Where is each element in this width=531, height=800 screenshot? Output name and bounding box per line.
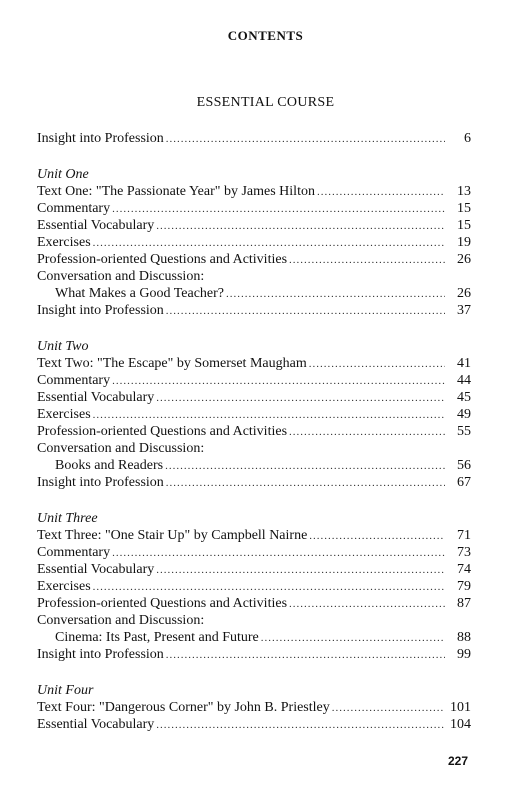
toc-entry-page: 19 bbox=[457, 235, 471, 250]
toc-entry-page: 55 bbox=[457, 424, 471, 439]
toc-entry-label: Profession-oriented Questions and Activities bbox=[37, 252, 288, 267]
toc-entry bbox=[37, 629, 471, 646]
toc-entry-page: 37 bbox=[457, 303, 471, 318]
unit-heading: Unit Three bbox=[37, 511, 98, 526]
toc-entry-label: Essential Vocabulary bbox=[37, 717, 155, 732]
dot-leader bbox=[166, 475, 445, 492]
toc-entry-label: Insight into Profession bbox=[37, 303, 164, 318]
toc-entry bbox=[37, 440, 471, 457]
toc-entry-page: 26 bbox=[457, 252, 471, 267]
toc-entry-page: 45 bbox=[457, 390, 471, 405]
toc-entry-label: Text Two: "The Escape" by Somerset Maugham bbox=[37, 356, 307, 371]
toc-entry bbox=[37, 595, 471, 612]
dot-leader bbox=[93, 235, 445, 252]
toc-entry-label: Profession-oriented Questions and Activities bbox=[37, 596, 288, 611]
toc-entry-page: 41 bbox=[457, 356, 471, 371]
toc-entry-label: Text Three: "One Stair Up" by Campbell Nairne bbox=[37, 528, 308, 543]
toc-entry bbox=[37, 578, 471, 595]
toc-entry-page: 6 bbox=[464, 131, 471, 146]
toc-entry-label: Commentary bbox=[37, 545, 111, 560]
toc-entry-label: Books and Readers bbox=[55, 458, 164, 473]
toc-entry-label: Exercises bbox=[37, 407, 91, 422]
toc-entry bbox=[37, 302, 471, 319]
dot-leader bbox=[93, 579, 445, 596]
dot-leader bbox=[226, 286, 445, 303]
toc-entry bbox=[37, 406, 471, 423]
dot-leader bbox=[166, 131, 445, 148]
dot-leader bbox=[112, 545, 445, 562]
dot-leader bbox=[93, 407, 445, 424]
toc-entry-label: What Makes a Good Teacher? bbox=[55, 286, 225, 301]
toc-entry-label: Exercises bbox=[37, 235, 91, 250]
toc-entry-page: 73 bbox=[457, 545, 471, 560]
contents-title: CONTENTS bbox=[227, 28, 304, 43]
page-number: 227 bbox=[448, 754, 469, 768]
dot-leader bbox=[166, 647, 445, 664]
toc-entry-label: Text Four: "Dangerous Corner" by John B. Priestley bbox=[37, 700, 330, 715]
toc-entry-page: 88 bbox=[457, 630, 471, 645]
dot-leader bbox=[309, 356, 445, 373]
toc-entry-page: 104 bbox=[450, 717, 471, 732]
dot-leader bbox=[289, 596, 445, 613]
dot-leader bbox=[156, 562, 445, 579]
dot-leader bbox=[112, 201, 445, 218]
toc-entry-page: 79 bbox=[457, 579, 471, 594]
toc-entry bbox=[37, 251, 471, 268]
toc-entry bbox=[37, 183, 471, 200]
toc-entry bbox=[37, 268, 471, 285]
toc-entry-page: 26 bbox=[457, 286, 471, 301]
toc-entry bbox=[37, 716, 471, 733]
toc-entry-page: 49 bbox=[457, 407, 471, 422]
toc-entry bbox=[37, 646, 471, 663]
dot-leader bbox=[317, 184, 445, 201]
dot-leader bbox=[289, 252, 445, 269]
toc-entry-label: Essential Vocabulary bbox=[37, 390, 155, 405]
toc-entry bbox=[37, 285, 471, 302]
toc-entry-label: Exercises bbox=[37, 579, 91, 594]
dot-leader bbox=[261, 630, 445, 647]
toc-entry-page: 13 bbox=[457, 184, 471, 199]
toc-entry-label: Profession-oriented Questions and Activities bbox=[37, 424, 288, 439]
toc-entry bbox=[37, 217, 471, 234]
toc-entry-label: Text One: "The Passionate Year" by James Hilton bbox=[37, 184, 315, 199]
toc-entry-page: 15 bbox=[457, 201, 471, 216]
toc-entry-label: Insight into Profession bbox=[37, 647, 164, 662]
table-of-contents bbox=[37, 130, 471, 733]
dot-leader bbox=[165, 458, 445, 475]
toc-entry-label: Conversation and Discussion: bbox=[37, 441, 205, 456]
dot-leader bbox=[166, 303, 445, 320]
toc-entry bbox=[37, 612, 471, 629]
toc-entry-page: 71 bbox=[457, 528, 471, 543]
unit-heading: Unit Four bbox=[37, 683, 94, 698]
toc-entry-page: 74 bbox=[457, 562, 471, 577]
dot-leader bbox=[156, 390, 445, 407]
toc-entry bbox=[37, 200, 471, 217]
toc-entry bbox=[37, 355, 471, 372]
toc-entry-page: 87 bbox=[457, 596, 471, 611]
toc-entry bbox=[37, 372, 471, 389]
dot-leader bbox=[332, 700, 445, 717]
toc-entry bbox=[37, 423, 471, 440]
toc-entry-page: 15 bbox=[457, 218, 471, 233]
toc-entry-page: 67 bbox=[457, 475, 471, 490]
dot-leader bbox=[156, 218, 445, 235]
toc-entry bbox=[37, 457, 471, 474]
dot-leader bbox=[289, 424, 445, 441]
toc-entry-label: Commentary bbox=[37, 201, 111, 216]
toc-entry-label: Essential Vocabulary bbox=[37, 218, 155, 233]
toc-entry bbox=[37, 234, 471, 251]
toc-entry bbox=[37, 474, 471, 491]
toc-entry bbox=[37, 389, 471, 406]
toc-entry bbox=[37, 561, 471, 578]
toc-entry-page: 99 bbox=[457, 647, 471, 662]
toc-entry-page: 44 bbox=[457, 373, 471, 388]
toc-entry-label: Insight into Profession bbox=[37, 131, 164, 146]
course-title: ESSENTIAL COURSE bbox=[196, 95, 335, 110]
toc-entry bbox=[37, 544, 471, 561]
toc-entry-label: Insight into Profession bbox=[37, 475, 164, 490]
toc-entry-label: Commentary bbox=[37, 373, 111, 388]
toc-entry-label: Cinema: Its Past, Present and Future bbox=[55, 630, 259, 645]
toc-entry-page: 56 bbox=[457, 458, 471, 473]
toc-entry-label: Essential Vocabulary bbox=[37, 562, 155, 577]
unit-heading: Unit Two bbox=[37, 339, 89, 354]
toc-entry-label: Conversation and Discussion: bbox=[37, 613, 205, 628]
dot-leader bbox=[156, 717, 445, 734]
toc-entry-label: Conversation and Discussion: bbox=[37, 269, 205, 284]
toc-entry bbox=[37, 130, 471, 147]
toc-entry bbox=[37, 527, 471, 544]
toc-entry-page: 101 bbox=[450, 700, 471, 715]
unit-heading: Unit One bbox=[37, 167, 89, 182]
dot-leader bbox=[309, 528, 445, 545]
dot-leader bbox=[112, 373, 445, 390]
toc-entry bbox=[37, 699, 471, 716]
